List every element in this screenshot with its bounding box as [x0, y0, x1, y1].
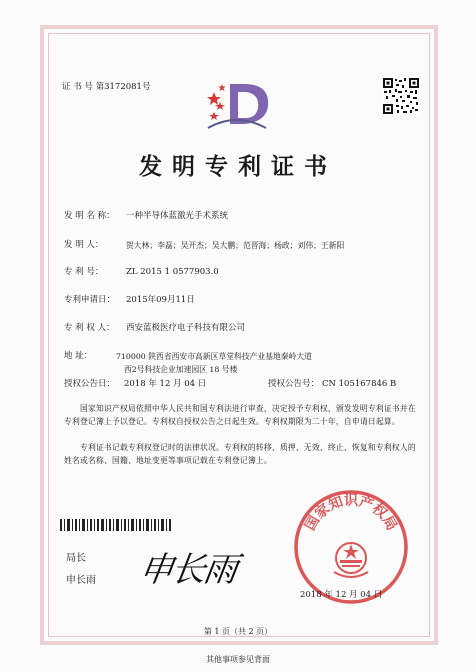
statement-paragraph-1: 国家知识产权局依照中华人民共和国专利法进行审查，决定授予专利权，颁发发明专利证书并在专利登记簿上予以登记。专利权自授权公告之日起生效。专利权期限为二十年，自申请日起算。	[64, 404, 416, 426]
patentee-value: 西安蓝极医疗电子科技有限公司	[126, 323, 246, 333]
back-notice: 其他事项参见背面	[206, 655, 270, 664]
statement-paragraph-2: 专利证书记载专利权登记时的法律状况。专利权的转移、质押、无效、终止、恢复和专利权人的姓名或名称、国籍、地址变更等事项记载在专利登记簿上。	[64, 443, 416, 465]
director-title: 局长	[66, 553, 86, 564]
page-number: 第 1 页（共 2 页）	[203, 627, 273, 636]
address-line-1: 710000 陕西省西安市高新区草堂科技产业基地秦岭大道	[116, 352, 312, 361]
patent-number-value: ZL 2015 1 0577903.0	[126, 267, 219, 277]
official-seal-icon	[292, 488, 410, 606]
certificate-title: 发明专利证书	[139, 153, 337, 180]
application-date-value: 2015年09月11日	[126, 295, 195, 305]
grant-number-value: CN 105167846 B	[322, 379, 397, 389]
grant-date-label: 授权公告日：	[64, 379, 116, 389]
inventors-value: 贺大林；李磊；吴开杰；吴大鹏；范晋海；杨政；刘伟；王新阳	[126, 241, 345, 250]
patent-number-label: 专 利 号：	[64, 267, 104, 277]
address-line-2: 西2号科技企业加速园区 18 号楼	[124, 365, 238, 374]
certificate-number: 证 书 号 第3172081号	[62, 82, 151, 92]
director-name: 申长雨	[66, 575, 96, 586]
application-date-label: 专利申请日：	[64, 295, 116, 305]
invention-name-label: 发 明 名 称：	[64, 211, 115, 221]
grant-date-value: 2018 年 12 月 04 日	[124, 379, 207, 389]
issue-date: 2018 年 12 月 04 日	[300, 590, 383, 600]
invention-name-value: 一种半导体蓝激光手术系统	[126, 211, 229, 221]
grant-number-label: 授权公告号：	[268, 379, 320, 389]
address-label: 地 址：	[64, 351, 93, 361]
seal-text: 国家知识产权局	[302, 493, 400, 534]
patent-office-logo-icon	[200, 72, 280, 132]
patentee-label: 专 利 权 人：	[64, 323, 115, 333]
svg-text:国家知识产权局	[301, 492, 399, 533]
qr-code-icon	[382, 77, 420, 115]
barcode-icon	[60, 519, 172, 531]
inventors-label: 发 明 人：	[64, 240, 104, 250]
handwritten-signature: 申长雨	[136, 550, 239, 590]
